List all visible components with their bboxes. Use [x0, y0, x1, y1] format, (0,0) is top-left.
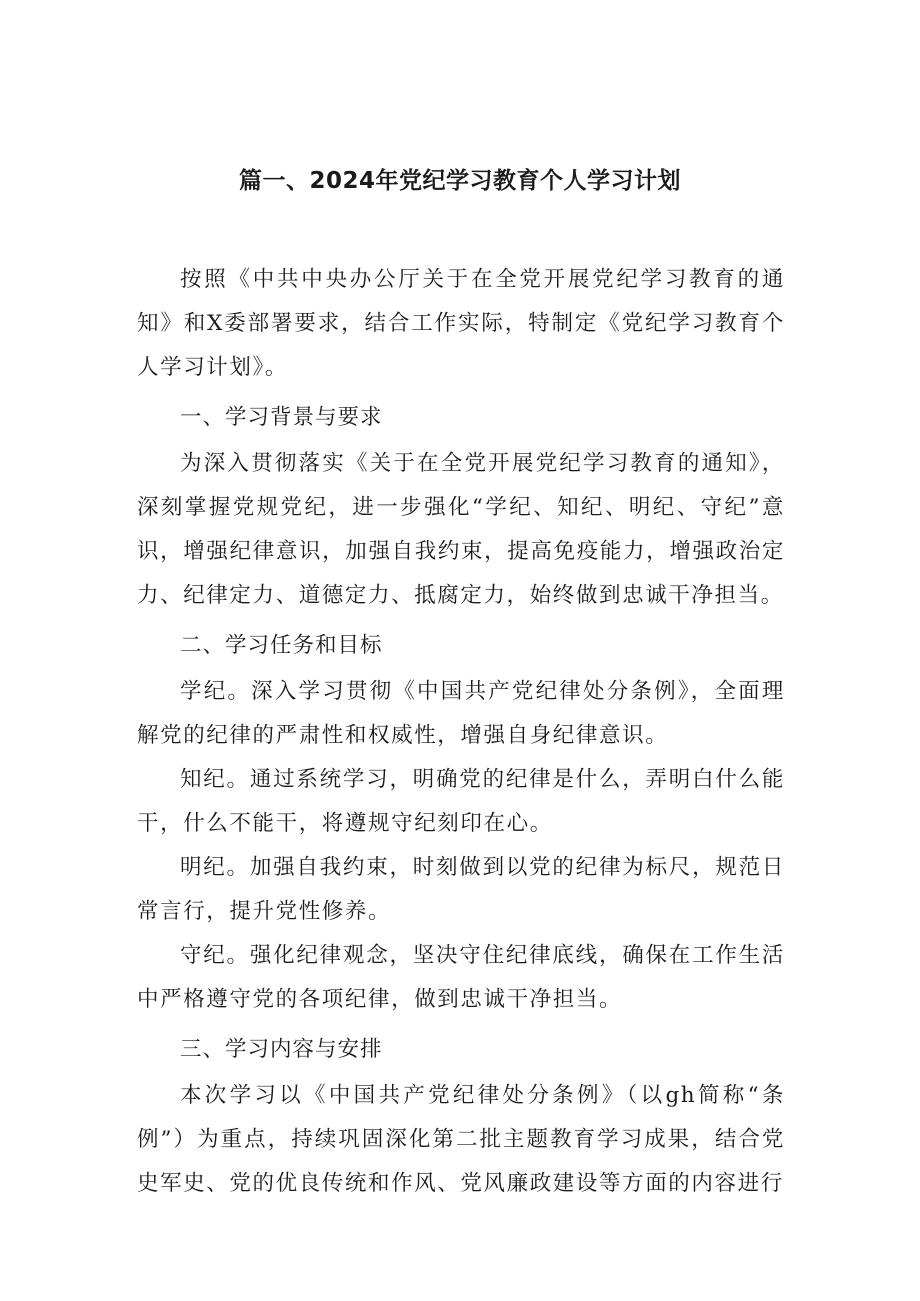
- paragraph-background: 为深入贯彻落实《关于在全党开展党纪学习教育的通知》，深刻掌握党规党纪，进一步强化“学纪、知纪、明纪、守纪”意识，增强纪律意识，加强自我约束，提高免疫能力，增强政治定力、纪律定力、道德定力、抵腐定力，始终做到忠诚干净担当。: [137, 451, 785, 608]
- paragraph-content: 本次学习以《中国共产党纪律处分条例》（以gh简称“条例”）为重点，持续巩固深化第二批主题教育学习成果，结合党史军史、党的优良传统和作风、党风廉政建设等方面的内容进行: [137, 1083, 785, 1196]
- paragraph-know-discipline: 知纪。通过系统学习，明确党的纪律是什么，弄明白什么能干，什么不能干，将遵规守纪刻印在心。: [137, 767, 785, 836]
- paragraph-keep-discipline: 守纪。强化纪律观念，坚决守住纪律底线，确保在工作生活中严格遵守党的各项纪律，做到忠诚干净担当。: [137, 943, 785, 1012]
- paragraph-learn-discipline: 学纪。深入学习贯彻《中国共产党纪律处分条例》，全面理解党的纪律的严肃性和权威性，增强自身纪律意识。: [137, 679, 785, 748]
- section-heading-content: 三、学习内容与安排: [180, 1037, 383, 1062]
- section-heading-tasks: 二、学习任务和目标: [180, 633, 383, 658]
- intro-paragraph: 按照《中共中央办公厅关于在全党开展党纪学习教育的通知》和X委部署要求，结合工作实际，特制定《党纪学习教育个人学习计划》。: [137, 267, 785, 380]
- section-heading-background: 一、学习背景与要求: [180, 405, 383, 430]
- paragraph-understand-discipline: 明纪。加强自我约束，时刻做到以党的纪律为标尺，规范日常言行，提升党性修养。: [137, 855, 785, 924]
- document-title: 篇一、2024年党纪学习教育个人学习计划: [238, 168, 681, 194]
- document-body: [137, 258, 785, 1206]
